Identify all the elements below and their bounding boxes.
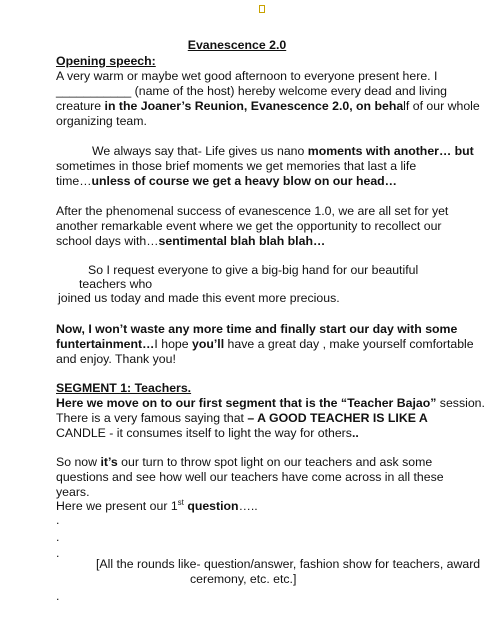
ellipsis-dot: . xyxy=(56,589,60,603)
text-line: teachers who xyxy=(79,277,153,291)
text-line: Here we move on to our first segment that is the “Teacher Bajao” session. xyxy=(56,396,485,410)
text-line: We always say that- Life gives us nano moments with another… but xyxy=(92,144,474,158)
text-line: another remarkable event where we get the opportunity to recollect our xyxy=(56,219,442,233)
text-line: creature in the Joaner’s Reunion, Evanescence 2.0, on behalf of our whole xyxy=(56,99,480,113)
text-line: There is a very famous saying that – A GOOD TEACHER IS LIKE A xyxy=(56,411,428,425)
placeholder-glyph-icon xyxy=(259,5,265,13)
text-line: questions and see how well our teachers have come across in all these xyxy=(56,470,444,484)
ellipsis-dot: . xyxy=(56,546,60,560)
text-line: Here we present our 1st question….. xyxy=(56,498,258,513)
text-line: ceremony, etc. etc.] xyxy=(190,572,297,586)
text-line: So now it’s our turn to throw spot light on our teachers and ask some xyxy=(56,455,433,469)
text-line: and enjoy. Thank you! xyxy=(56,352,176,366)
text-line: time…unless of course we get a heavy blow on our head… xyxy=(56,174,397,188)
page-title: Evanescence 2.0 xyxy=(187,38,287,52)
text-line: ___________ (name of the host) hereby welcome every dead and living xyxy=(56,84,448,98)
ellipsis-dot: . xyxy=(56,513,60,527)
text-line: A very warm or maybe wet good afternoon to everyone present here. I xyxy=(56,69,438,83)
segment-heading: SEGMENT 1: Teachers. xyxy=(56,381,192,395)
text-line: school days with…sentimental blah blah blah… xyxy=(56,234,326,248)
text-line: years. xyxy=(56,485,90,499)
text-line: joined us today and made this event more precious. xyxy=(58,291,340,305)
text-line: [All the rounds like- question/answer, fashion show for teachers, award xyxy=(96,557,481,571)
text-line: organizing team. xyxy=(56,114,147,128)
text-line: sometimes in those brief moments we get memories that last a life xyxy=(56,159,417,173)
text-line: funtertainment…I hope you’ll have a great day , make yourself comfortable xyxy=(56,337,474,351)
text-line: After the phenomenal success of evanescence 1.0, we are all set for yet xyxy=(56,204,449,218)
text-line: So I request everyone to give a big-big hand for our beautiful xyxy=(88,263,419,277)
ellipsis-dot: . xyxy=(56,530,60,544)
opening-heading: Opening speech: xyxy=(56,54,156,68)
text-line: Now, I won’t waste any more time and finally start our day with some xyxy=(56,322,458,336)
text-line: CANDLE - it consumes itself to light the way for others.. xyxy=(56,426,359,440)
